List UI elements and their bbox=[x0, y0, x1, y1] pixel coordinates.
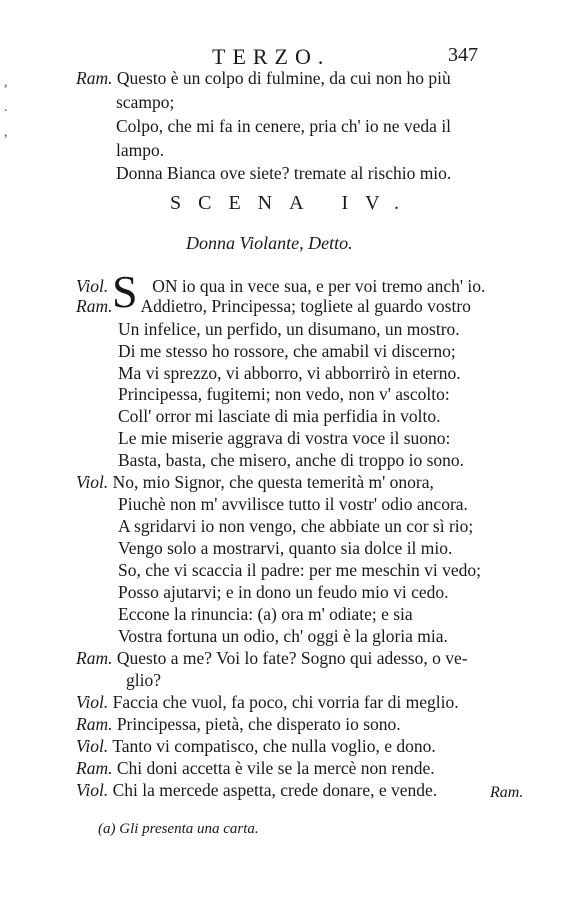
verse-text: Basta, basta, che misero, anche di troppo io sono. bbox=[118, 450, 465, 470]
verse-text: Questo a me? Voi lo fate? Sogno qui adesso, o ve- bbox=[116, 648, 468, 668]
verse-line bbox=[76, 648, 468, 669]
verse-text: Eccone la rinuncia: (a) ora m' odiate; e sia bbox=[118, 604, 413, 624]
verse-line bbox=[118, 341, 456, 362]
verse-line bbox=[116, 92, 174, 113]
speaker-label: Viol. bbox=[76, 736, 109, 756]
verse-text: Donna Bianca ove siete? tremate al rischio mio. bbox=[116, 163, 452, 183]
verse-line bbox=[118, 363, 461, 384]
verse-line bbox=[118, 384, 450, 405]
page-number: 347 bbox=[448, 44, 478, 66]
verse-text: Chi doni accetta è vile se la mercè non rende. bbox=[116, 758, 435, 778]
verse-line bbox=[118, 560, 481, 581]
verse-text: A sgridarvi io non vengo, che abbiate un cor sì rio; bbox=[118, 516, 474, 536]
speaker-label: Viol. bbox=[76, 780, 109, 800]
verse-line bbox=[126, 670, 161, 691]
verse-text: Piuchè non m' avvilisce tutto il vostr' odio ancora. bbox=[118, 494, 468, 514]
verse-line bbox=[118, 319, 460, 340]
verse-line bbox=[116, 140, 164, 161]
speaker-label: Viol. bbox=[76, 472, 109, 492]
speaker-label: Ram. bbox=[76, 296, 113, 316]
verse-line bbox=[118, 516, 473, 537]
verse-line bbox=[76, 758, 435, 779]
footnote: (a) Gli presenta una carta. bbox=[98, 821, 259, 837]
verse-text: Questo è un colpo di fulmine, da cui non ho più bbox=[116, 68, 451, 88]
verse-text: scampo; bbox=[116, 92, 175, 112]
speaker-label: Ram. bbox=[76, 68, 113, 88]
speaker-label: Ram. bbox=[76, 758, 113, 778]
verse-text: So, che vi scaccia il padre: per me meschin vi vedo; bbox=[118, 560, 481, 580]
verse-line bbox=[118, 582, 449, 603]
speaker-label: Ram. bbox=[76, 648, 113, 668]
verse-line bbox=[76, 692, 459, 713]
speaker-label: Viol. bbox=[76, 692, 109, 712]
verse-line bbox=[76, 68, 451, 89]
margin-mark: , bbox=[4, 75, 8, 90]
scene-characters: Donna Violante, Detto. bbox=[186, 233, 353, 253]
verse-line bbox=[118, 428, 450, 449]
verse-text: Vengo solo a mostrarvi, quanto sia dolce il mio. bbox=[118, 538, 453, 558]
verse-text: Colpo, che mi fa in cenere, pria ch' io ne veda il bbox=[116, 116, 452, 136]
verse-line bbox=[118, 406, 440, 427]
margin-mark: . bbox=[4, 100, 8, 115]
verse-text: glio? bbox=[126, 670, 161, 690]
verse-line bbox=[76, 736, 436, 757]
verse-text: Chi la mercede aspetta, crede donare, e vende. bbox=[112, 780, 438, 800]
verse-text: Di me stesso ho rossore, che amabil vi discerno; bbox=[118, 341, 456, 361]
verse-text: Principessa, pietà, che disperato io sono. bbox=[116, 714, 401, 734]
margin-marks bbox=[4, 70, 8, 145]
verse-text: Faccia che vuol, fa poco, chi vorria far di meglio. bbox=[112, 692, 459, 712]
verse-line bbox=[76, 276, 485, 297]
verse-text: Vostra fortuna un odio, ch' oggi è la gloria mia. bbox=[118, 626, 448, 646]
verse-line bbox=[116, 116, 451, 137]
verse-text: ON io qua in vece sua, e per voi tremo anch' io. bbox=[152, 276, 486, 296]
verse-line bbox=[76, 714, 401, 735]
verse-line bbox=[116, 163, 451, 184]
verse-line bbox=[118, 450, 464, 471]
drop-cap: S bbox=[112, 266, 138, 317]
verse-text: Principessa, fugitemi; non vedo, non v' ascolto: bbox=[118, 384, 450, 404]
verse-text: Un infelice, un perfido, un disumano, un mostro. bbox=[118, 319, 460, 339]
margin-mark: , bbox=[4, 125, 8, 140]
verse-text: Addietro, Principessa; togliete al guardo vostro bbox=[140, 296, 471, 316]
page-header bbox=[0, 44, 573, 70]
verse-text: Le mie miserie aggrava di vostra voce il suono: bbox=[118, 428, 451, 448]
verse-text: Coll' orror mi lasciate di mia perfidia in volto. bbox=[118, 406, 441, 426]
verse-line bbox=[76, 780, 437, 801]
verse-line bbox=[118, 626, 448, 647]
scene-title: SCENA IV. bbox=[170, 192, 416, 214]
verse-line bbox=[118, 538, 452, 559]
verse-text: Tanto vi compatisco, che nulla voglio, e dono. bbox=[112, 736, 436, 756]
running-head: TERZO. bbox=[212, 44, 331, 69]
verse-text: Posso ajutarvi; e in dono un feudo mio vi cedo. bbox=[118, 582, 449, 602]
verse-line bbox=[76, 296, 471, 317]
verse-text: lampo. bbox=[116, 140, 165, 160]
verse-line bbox=[76, 472, 434, 493]
speaker-label: Ram. bbox=[76, 714, 113, 734]
speaker-label: Viol. bbox=[76, 276, 109, 296]
verse-line bbox=[118, 604, 413, 625]
verse-text: No, mio Signor, che questa temerità m' onora, bbox=[112, 472, 434, 492]
verse-text: Ma vi sprezzo, vi abborro, vi abborrirò in eterno. bbox=[118, 363, 461, 383]
catchword: Ram. bbox=[490, 784, 524, 801]
verse-line bbox=[118, 494, 468, 515]
